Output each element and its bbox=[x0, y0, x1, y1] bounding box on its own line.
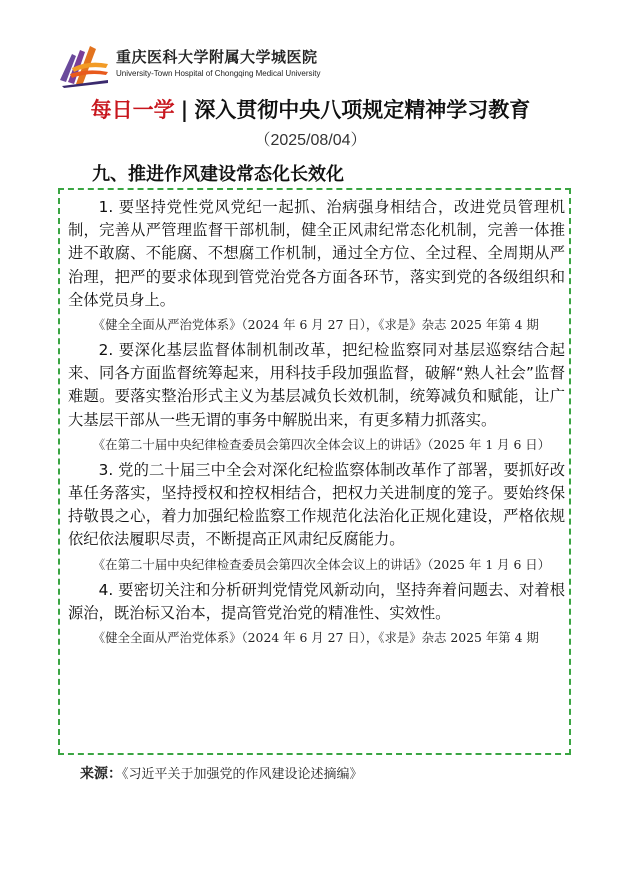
item-text: 2. 要深化基层监督体制机制改革，把纪检监察同对基层巡察结合起来、同各方面监督统筹起来，用科技手段加强监督，破解“熟人社会”监督难题。要落实整治形式主义为基层减负长效机制，统筹减负和赋能，让广大基层干部从一些无谓的事务中解脱出来，有更多精力抓落实。 bbox=[68, 341, 565, 429]
page-title bbox=[0, 94, 621, 124]
item-source: 《在第二十届中央纪律检查委员会第四次全体会议上的讲话》（2025 年 1 月 6 日） bbox=[92, 436, 551, 452]
date-label: （2025/08/04） bbox=[254, 132, 367, 149]
item-text: 3. 党的二十届三中全会对深化纪检监察体制改革作了部署，要抓好改革任务落实，坚持授权和控权相结合，把权力关进制度的笼子。要始终保持敬畏之心，着力加强纪检监察工作规范化法治化正规化建设，严格依规依纪依法履职尽责，不断提高正风肃纪反腐能力。 bbox=[68, 460, 565, 549]
title-brand: 每日一学 bbox=[90, 97, 175, 122]
item-text: 1. 要坚持党性党风党纪一起抓、治病强身相结合，改进党员管理机制，完善从严管理监督干部机制，健全正风肃纪常态化机制，完善一体推进不敢腐、不能腐、不想腐工作机制，通过全方位、全过程、全周期从严治理，把严的要求体现到管党治党各方面各环节，落实到党的各级组织和全体党员身上。 bbox=[68, 198, 565, 309]
hospital-name-cn: 重庆医科大学附属大学城医院 bbox=[116, 48, 318, 66]
hospital-name-en: University-Town Hospital of Chongqing Medical University bbox=[116, 69, 321, 78]
item-source: 《健全全面从严治党体系》（2024 年 6 月 27 日），《求是》杂志 2025 年第 4 期 bbox=[92, 317, 539, 333]
source-footer bbox=[80, 763, 363, 783]
footer-text: 《习近平关于加强党的作风建设论述摘编》 bbox=[122, 767, 363, 782]
item-source: 《在第二十届中央纪律检查委员会第四次全体会议上的讲话》（2025 年 1 月 6 日） bbox=[92, 556, 551, 572]
item-text: 4. 要密切关注和分析研判党情党风新动向，坚持奔着问题去、对着根源治，既治标又治本，提高管党治党的精准性、实效性。 bbox=[68, 580, 565, 622]
item-source: 《健全全面从严治党体系》（2024 年 6 月 27 日），《求是》杂志 2025 年第 4 期 bbox=[92, 630, 539, 646]
title-separator: | bbox=[180, 97, 189, 122]
hospital-header bbox=[58, 40, 478, 90]
content-list bbox=[68, 196, 565, 652]
title-text: 深入贯彻中央八项规定精神学习教育 bbox=[194, 97, 531, 122]
hospital-logo-icon bbox=[58, 40, 110, 88]
footer-label: 来源： bbox=[80, 766, 122, 782]
section-title: 九、推进作风建设常态化长效化 bbox=[92, 164, 344, 185]
